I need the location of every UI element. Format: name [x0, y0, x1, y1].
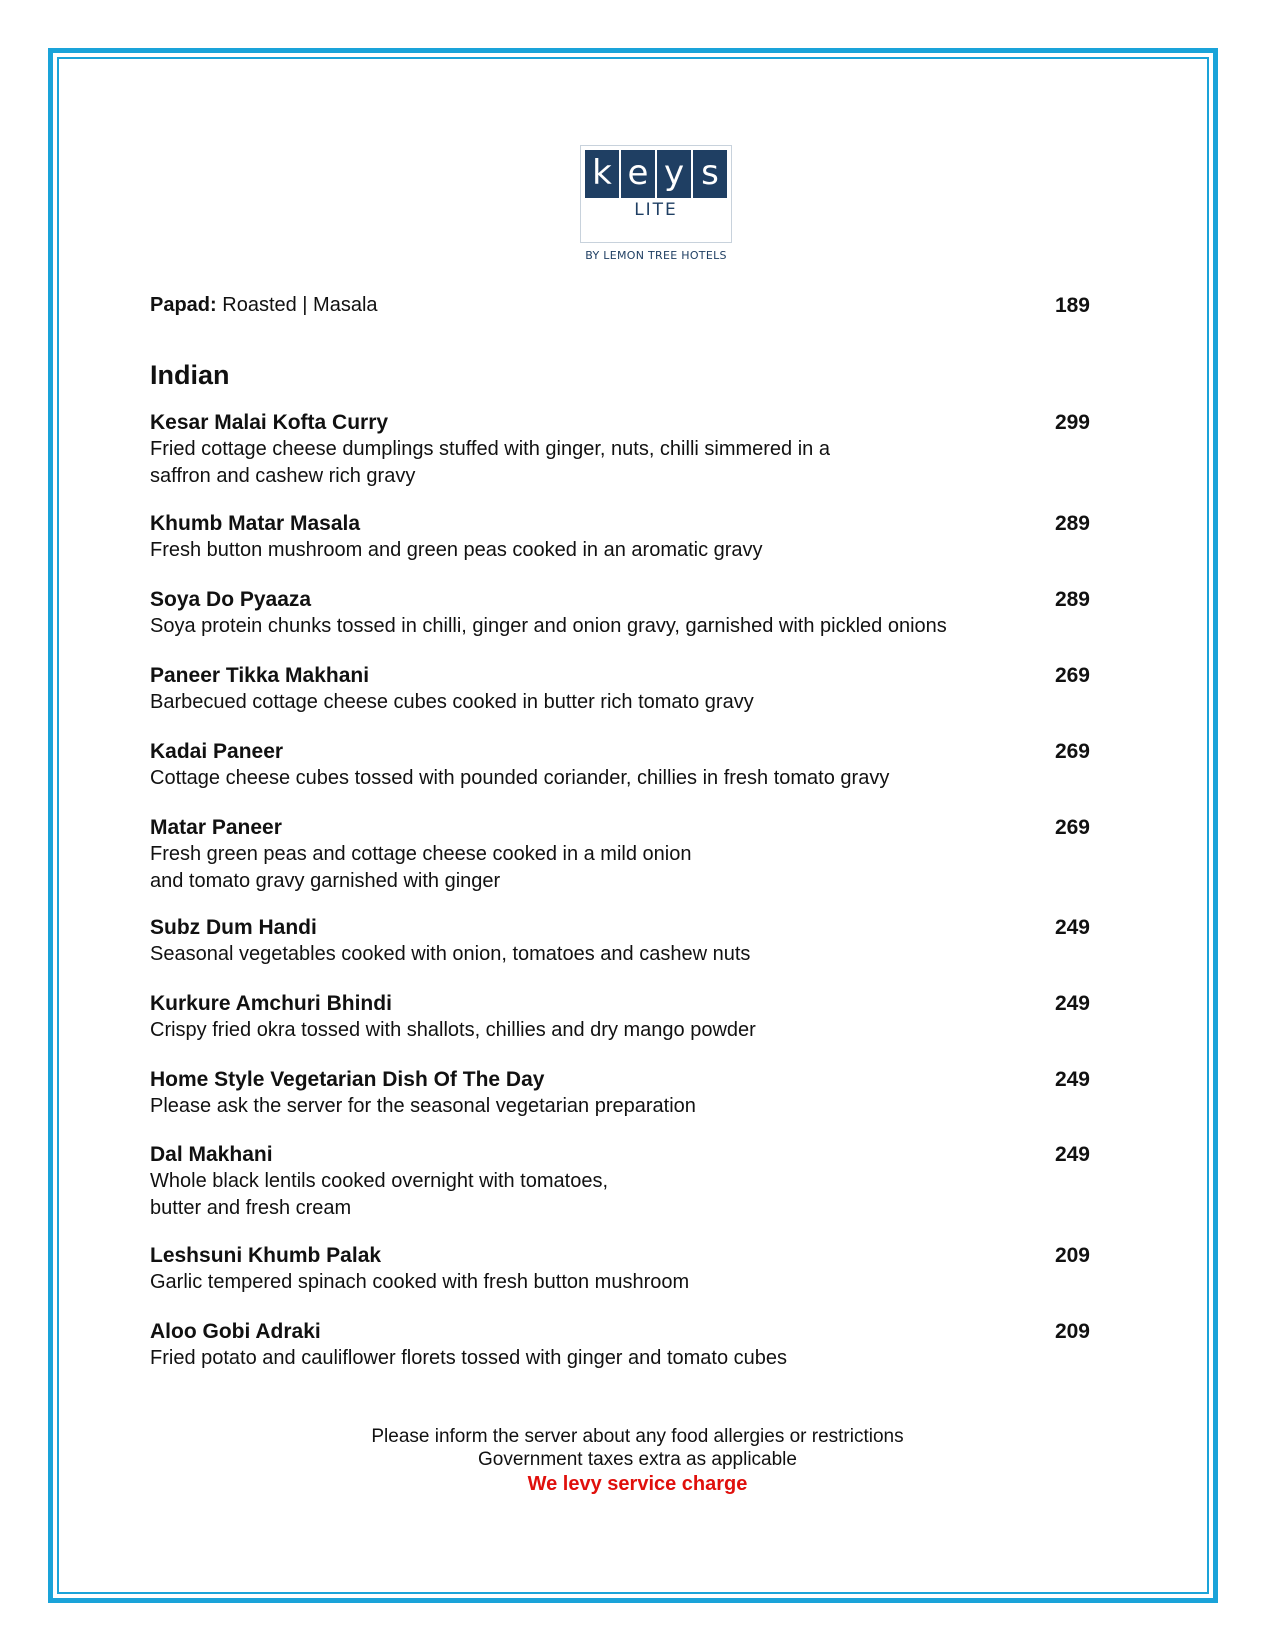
- menu-item: [150, 1066, 1090, 1120]
- logo-subtitle: LITE: [634, 200, 678, 220]
- item-name: Dal Makhani: [150, 1143, 273, 1166]
- service-charge-text: We levy service charge: [527, 1473, 748, 1495]
- item-price: 249: [1054, 1143, 1090, 1166]
- menu-item: [150, 1242, 1090, 1296]
- item-description: Cottage cheese cubes tossed with pounded coriander, chillies in fresh tomato gravy: [150, 767, 890, 789]
- item-name: Subz Dum Handi: [150, 916, 317, 939]
- item-price: 269: [1054, 816, 1090, 839]
- item-name: Soya Do Pyaaza: [150, 588, 312, 611]
- item-price: 289: [1054, 512, 1090, 535]
- logo-byline: BY LEMON TREE HOTELS: [585, 249, 727, 262]
- item-name: Kesar Malai Kofta Curry: [150, 411, 389, 434]
- logo-box: [580, 145, 732, 243]
- menu-item: [150, 814, 1090, 895]
- item-description: Please ask the server for the seasonal vegetarian preparation: [150, 1095, 696, 1117]
- item-price: 299: [1054, 411, 1090, 434]
- footer-allergy-note: Please inform the server about any food allergies or restrictions: [371, 1426, 904, 1447]
- item-name: Aloo Gobi Adraki: [150, 1320, 321, 1343]
- item-description: Seasonal vegetables cooked with onion, tomatoes and cashew nuts: [150, 943, 751, 965]
- item-description: Garlic tempered spinach cooked with fresh button mushroom: [150, 1271, 690, 1293]
- item-price: 209: [1054, 1244, 1090, 1267]
- menu-item: [150, 990, 1090, 1044]
- item-price: 249: [1054, 916, 1090, 939]
- item-description-continued: butter and fresh cream: [150, 1197, 352, 1219]
- item-description: Barbecued cottage cheese cubes cooked in butter rich tomato gravy: [150, 691, 754, 713]
- item-name: Home Style Vegetarian Dish Of The Day: [150, 1068, 545, 1091]
- item-description: Crispy fried okra tossed with shallots, chillies and dry mango powder: [150, 1019, 756, 1041]
- logo-letter: y: [657, 150, 691, 198]
- section-title: Indian: [150, 360, 230, 390]
- hotel-logo: [578, 145, 734, 262]
- logo-letter: s: [693, 150, 727, 198]
- item-price: 289: [1054, 588, 1090, 611]
- menu-item: [150, 1318, 1090, 1372]
- menu-item: [150, 738, 1090, 792]
- menu-item: [150, 662, 1090, 716]
- item-description-continued: and tomato gravy garnished with ginger: [150, 870, 501, 892]
- item-name: Kurkure Amchuri Bhindi: [150, 992, 392, 1015]
- logo-letters: [581, 146, 731, 198]
- item-description: Fresh button mushroom and green peas cooked in an aromatic gravy: [150, 539, 763, 561]
- menu-item: [150, 409, 1090, 490]
- item-description: Fried potato and cauliflower florets tossed with ginger and tomato cubes: [150, 1347, 788, 1369]
- menu-item-papad: [150, 292, 1090, 319]
- footer-tax-note: Government taxes extra as applicable: [478, 1449, 797, 1470]
- papad-options: Roasted | Masala: [222, 294, 378, 316]
- item-description: Fried cottage cheese dumplings stuffed with ginger, nuts, chilli simmered in a: [150, 438, 830, 460]
- menu-item: [150, 914, 1090, 968]
- item-description-continued: saffron and cashew rich gravy: [150, 465, 416, 487]
- item-name: Kadai Paneer: [150, 740, 284, 763]
- item-price: 249: [1054, 1068, 1090, 1091]
- item-name: Leshsuni Khumb Palak: [150, 1244, 382, 1267]
- item-price: 209: [1054, 1320, 1090, 1343]
- item-price: 269: [1054, 664, 1090, 687]
- item-description: Soya protein chunks tossed in chilli, ginger and onion gravy, garnished with pickled onions: [150, 615, 947, 637]
- item-price: 269: [1054, 740, 1090, 763]
- logo-letter: e: [621, 150, 655, 198]
- papad-line: [150, 292, 1090, 319]
- item-price: 249: [1054, 992, 1090, 1015]
- item-name: Khumb Matar Masala: [150, 512, 361, 535]
- menu-item: [150, 586, 1090, 640]
- item-description: Whole black lentils cooked overnight with tomatoes,: [150, 1170, 609, 1192]
- item-name: Matar Paneer: [150, 816, 282, 839]
- menu-item: [150, 1141, 1090, 1222]
- item-name: Paneer Tikka Makhani: [150, 664, 370, 687]
- item-description: Fresh green peas and cottage cheese cooked in a mild onion: [150, 843, 692, 865]
- papad-label: Papad:: [150, 294, 217, 316]
- item-price: 189: [1054, 294, 1090, 317]
- logo-letter: k: [585, 150, 619, 198]
- footer-service-charge: [0, 1472, 1275, 1497]
- menu-item: [150, 510, 1090, 564]
